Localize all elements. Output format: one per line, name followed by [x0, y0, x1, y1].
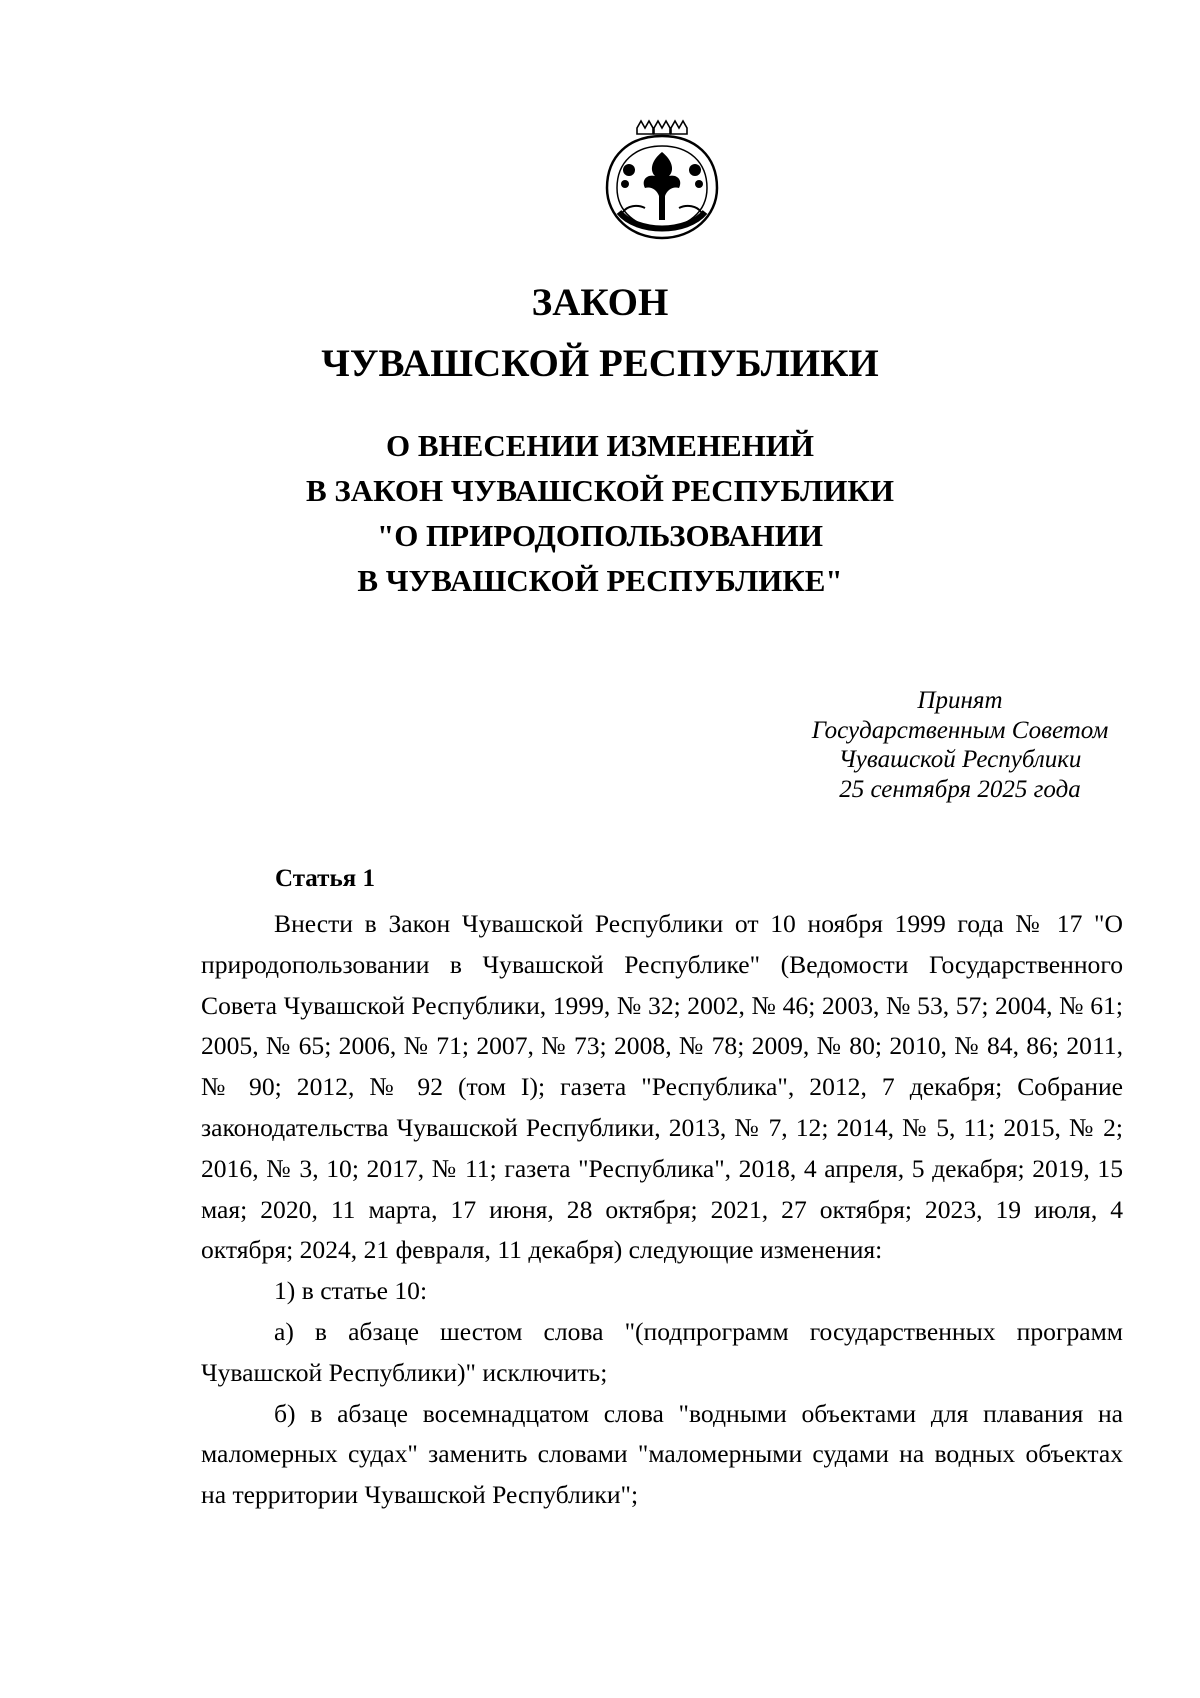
article-heading: Статья 1: [275, 865, 375, 892]
article-body: [201, 904, 1123, 1516]
law-title-line-1: ЗАКОН: [531, 281, 669, 324]
law-title-line-2: ЧУВАШСКОЙ РЕСПУБЛИКИ: [321, 342, 879, 385]
coat-of-arms-emblem: [597, 112, 727, 244]
subject-line: В ЗАКОН ЧУВАШСКОЙ РЕСПУБЛИКИ: [306, 473, 894, 508]
adoption-line: Государственным Советом: [811, 716, 1109, 744]
article-paragraph: б) в абзаце восемнадцатом слова "водными объектами для плавания на маломерных судах" заменить словами "маломерными судами на водных объектах на территории Чувашской Республики";: [201, 1398, 1123, 1510]
subject-line: О ВНЕСЕНИИ ИЗМЕНЕНИЙ: [385, 428, 815, 463]
adoption-line: Чувашской Республики: [838, 746, 1082, 773]
article-paragraph: 1) в статье 10:: [274, 1276, 428, 1306]
article-paragraph: а) в абзаце шестом слова "(подпрограмм государственных программ Чувашской Республики)" исключить;: [201, 1316, 1123, 1387]
adoption-date: 25 сентября 2025 года: [839, 775, 1081, 803]
law-subject-title: [0, 423, 1200, 603]
article-paragraph: Внести в Закон Чувашской Республики от 10 ноября 1999 года № 17 "О природопользовании в Чувашской Республике" (Ведомости Государственного Совета Чувашской Республики, 1999, № 32; 2002, № 46; 2003, № 53, 57; 2004, № 61; 2005, № 65; 2006, № 71; 2007, № 73; 2008, № 78; 2009, № 80; 2010, № 84, 86; 2011, № 90; 2012, № 92 (том I); газета "Республика", 2012, 7 декабря; Собрание законодательства Чувашской Республики, 2013, № 7, 12; 2014, № 5, 11; 2015, № 2; 2016, № 3, 10; 2017, № 11; газета "Республика", 2018, 4 апреля, 5 декабря; 2019, 15 мая; 2020, 11 марта, 17 июня, 28 октября; 2021, 27 октября; 2023, 19 июля, 4 октября; 2024, 21 февраля, 11 декабря) следующие изменения:: [201, 909, 1123, 1265]
subject-line: "О ПРИРОДОПОЛЬЗОВАНИИ: [376, 518, 824, 553]
adoption-line: Принят: [917, 687, 1003, 714]
adoption-note: [790, 686, 1130, 804]
subject-line: В ЧУВАШСКОЙ РЕСПУБЛИКЕ": [357, 563, 843, 598]
